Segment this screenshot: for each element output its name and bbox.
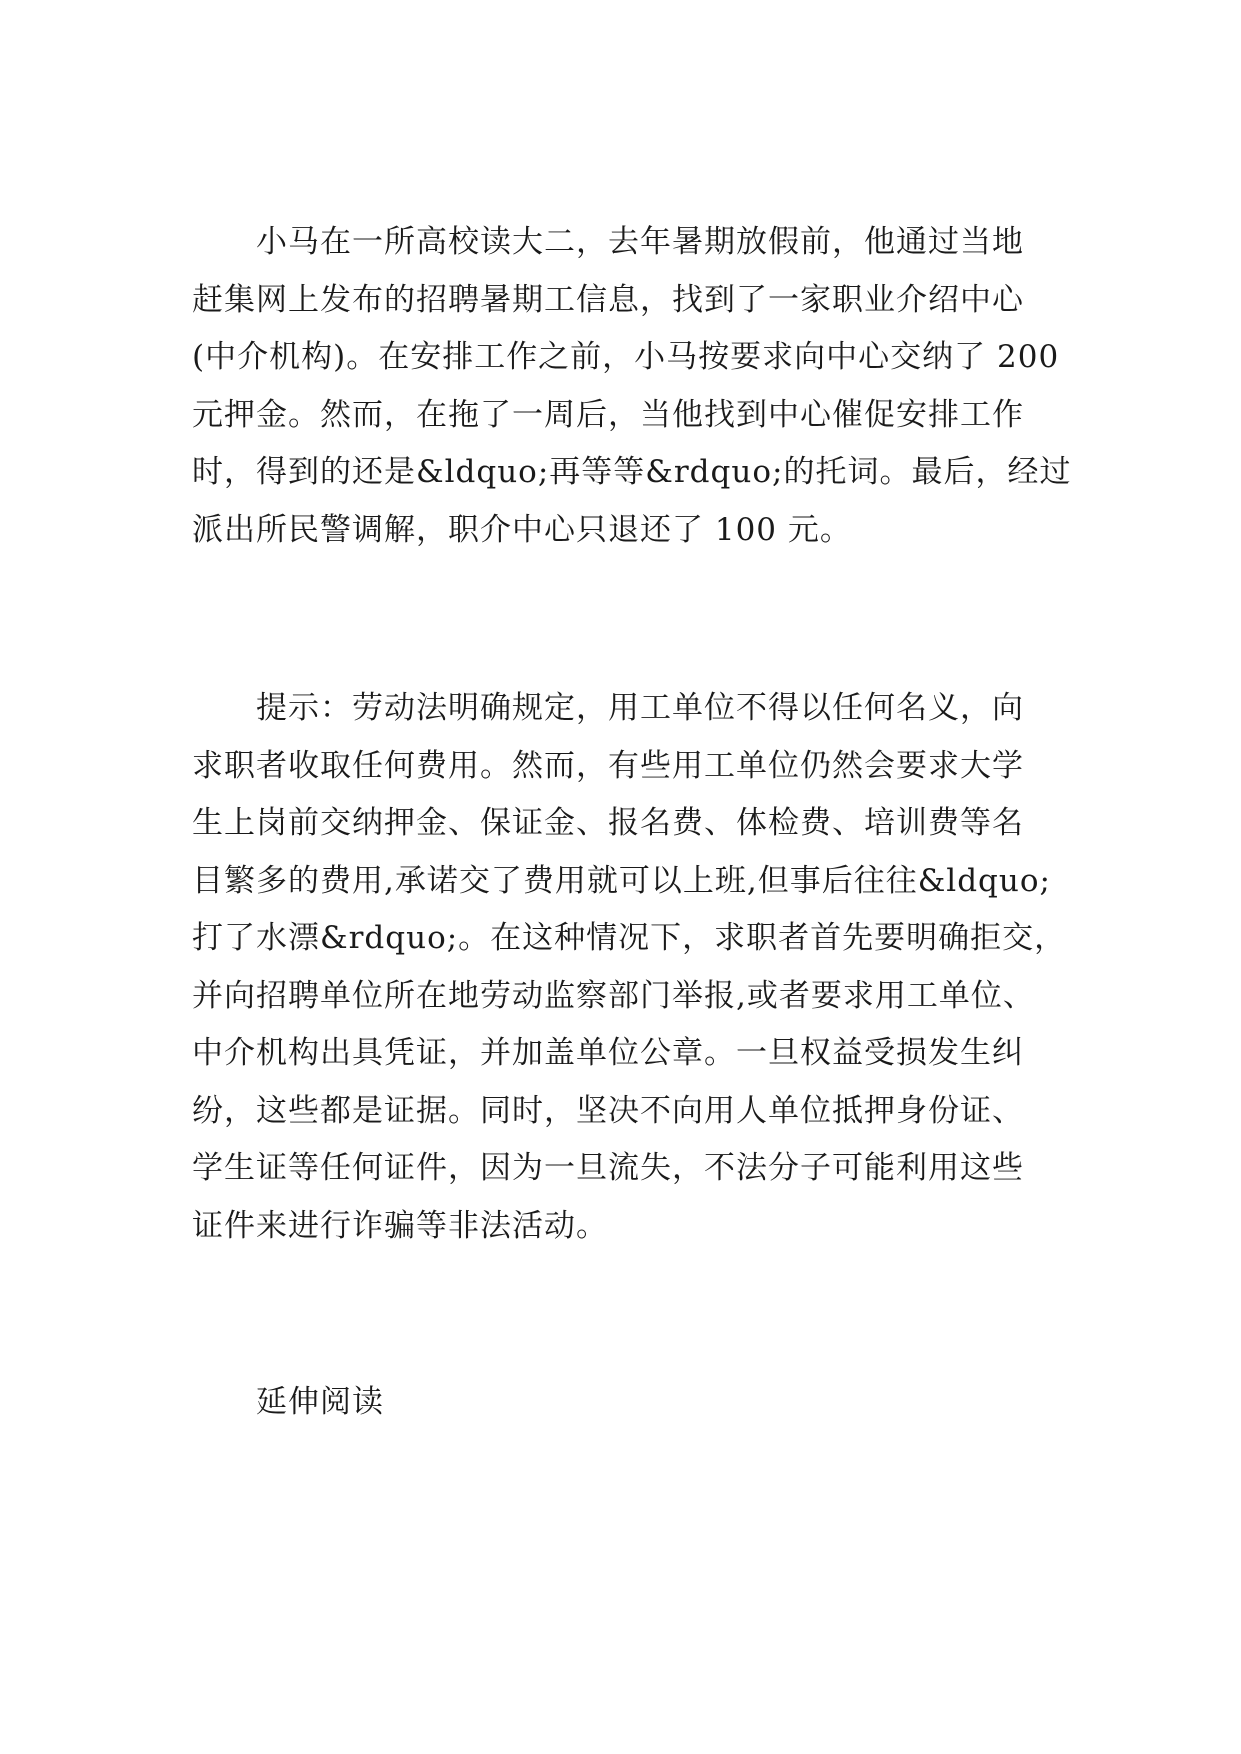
text-line: 并向招聘单位所在地劳动监察部门举报,或者要求用工单位、	[192, 977, 1035, 1014]
text-line: 元押金。然而，在拖了一周后，当他找到中心催促安排工作	[192, 396, 1024, 433]
paragraph-further-reading	[192, 1374, 1062, 1432]
paragraph-tip	[192, 680, 1067, 1255]
text-line: 赶集网上发布的招聘暑期工信息，找到了一家职业介绍中心	[192, 281, 1024, 318]
text-line: 纷，这些都是证据。同时，坚决不向用人单位抵押身份证、	[192, 1092, 1024, 1129]
text-line: 小马在一所高校读大二，去年暑期放假前，他通过当地	[256, 224, 1024, 260]
text-line: 生上岗前交纳押金、保证金、报名费、体检费、培训费等名	[192, 805, 1024, 841]
text-line: 派出所民警调解，职介中心只退还了 100 元。	[192, 511, 852, 548]
text-line: 时，得到的还是&ldquo;再等等&rdquo;的托词。最后，经过	[192, 454, 1072, 490]
text-line: 打了水漂&rdquo;。在这种情况下，求职者首先要明确拒交，	[192, 920, 1067, 956]
text-line: 学生证等任何证件，因为一旦流失，不法分子可能利用这些	[192, 1150, 1024, 1186]
section-heading: 延伸阅读	[256, 1384, 384, 1420]
text-line: 证件来进行诈骗等非法活动。	[192, 1207, 608, 1244]
text-line: 中介机构出具凭证，并加盖单位公章。一旦权益受损发生纠	[192, 1035, 1024, 1071]
text-line: 提示：劳动法明确规定，用工单位不得以任何名义，向	[256, 690, 1024, 726]
text-line: 求职者收取任何费用。然而，有些用工单位仍然会要求大学	[192, 747, 1024, 784]
text-line: (中介机构)。在安排工作之前，小马按要求向中心交纳了 200	[192, 339, 1060, 375]
text-line: 目繁多的费用,承诺交了费用就可以上班,但事后往往&ldquo;	[192, 862, 1051, 899]
paragraph-story	[192, 214, 1072, 559]
